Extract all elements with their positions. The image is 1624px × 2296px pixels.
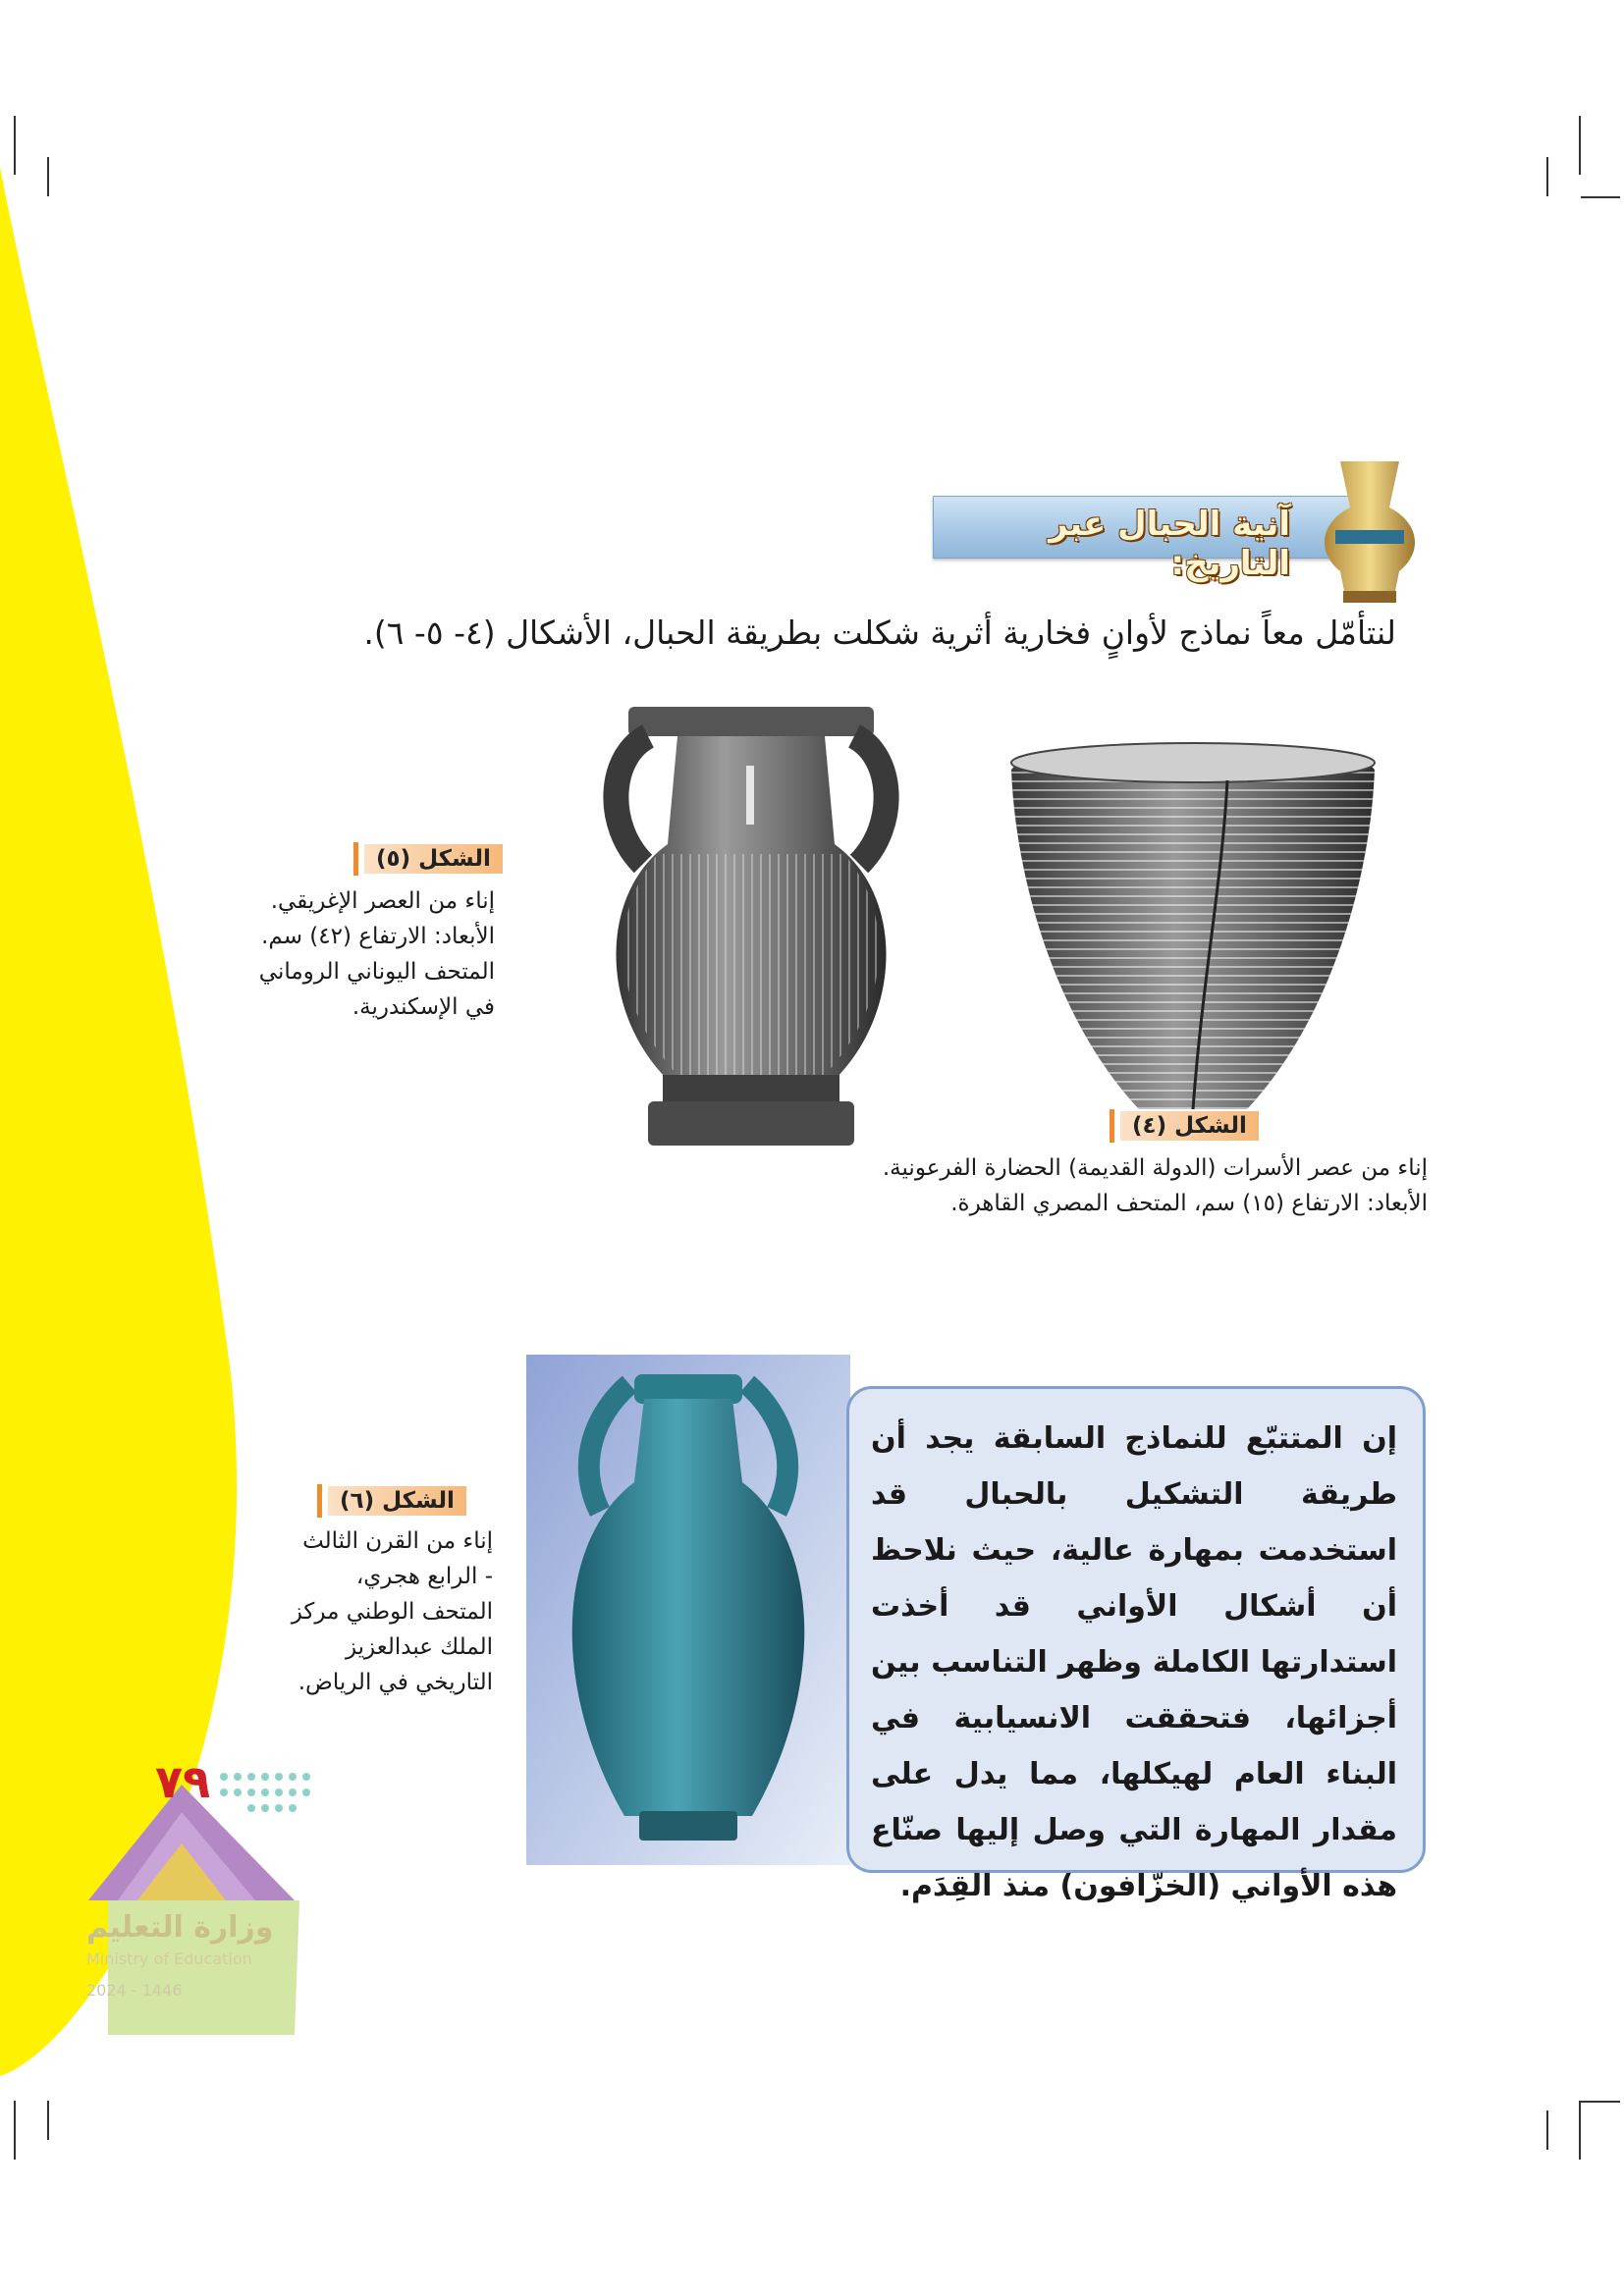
figure-5-label-text: الشكل (٥): [364, 844, 503, 874]
edition-year: 2024 - 1446: [86, 1981, 183, 2000]
figure-5-greek-vessel-image: [589, 697, 913, 1158]
summary-paragraph: إن المتتبّع للنماذج السابقة يجد أن طريقة التشكيل بالحبال قد استخدمت بمهارة عالية، حيث نلاحظ أن أشكال الأواني قد أخذت استدارتها الكاملة وظهر التناسب بين أجزائها، فتحققت الانسيابية في البناء العام لهيكلها، مما يدل على مقدار المهارة التي وصل إليها صنّاع هذه الأواني (الخزّافون) منذ القِدَم.: [871, 1421, 1397, 1903]
caption-line: إناء من العصر الإغريقي.: [270, 888, 495, 914]
figure-4-caption: [740, 1150, 1428, 1221]
figure-6-blue-jar-image: [526, 1355, 850, 1865]
caption-line: الأبعاد: الارتفاع (٤٢) سم.: [261, 924, 495, 949]
figure-5-caption: [181, 883, 495, 1025]
figure-6-label-text: الشكل (٦): [328, 1486, 466, 1516]
figure-5-label: [353, 842, 503, 876]
crop-mark: [1581, 196, 1620, 198]
figure-6-caption: [238, 1523, 493, 1700]
crop-mark: [1581, 2101, 1620, 2103]
figure-4-label: [1110, 1109, 1259, 1143]
caption-line: التاريخي في الرياض.: [298, 1670, 493, 1695]
dots-pattern-icon: [216, 1767, 324, 1826]
page-number: ٧٩: [155, 1755, 211, 1808]
crop-mark: [1579, 2101, 1581, 2160]
caption-line: إناء من عصر الأسرات (الدولة القديمة) الحضارة الفرعونية.: [882, 1155, 1428, 1181]
figure-4-coil-vessel-image: [1001, 731, 1384, 1119]
summary-info-box: [846, 1386, 1426, 1903]
crop-mark: [1579, 116, 1581, 175]
caption-line: - الرابع هجري،: [355, 1564, 493, 1589]
caption-line: المتحف اليوناني الروماني: [258, 959, 495, 985]
ministry-name: وزارة التعليم: [86, 1910, 274, 1945]
intro-paragraph: لنتأمّل معاً نماذج لأوانٍ فخارية أثرية شكلت بطريقة الحبال، الأشكال (٤- ٥- ٦).: [363, 614, 1396, 652]
figure-4-label-text: الشكل (٤): [1120, 1111, 1259, 1141]
crop-mark: [1546, 157, 1548, 196]
figure-6-label: [317, 1484, 466, 1518]
mosque-lamp-image: [1306, 454, 1429, 611]
section-heading: آنية الحبال عبر التاريخ:: [1049, 505, 1290, 583]
caption-line: في الإسكندرية.: [352, 994, 495, 1020]
caption-line: الملك عبدالعزيز: [345, 1634, 493, 1660]
ministry-name-english: Ministry of Education: [86, 1949, 252, 1968]
label-accent-bar: [317, 1484, 322, 1518]
label-accent-bar: [1110, 1109, 1114, 1143]
caption-line: المتحف الوطني مركز: [291, 1599, 493, 1625]
caption-line: إناء من القرن الثالث: [302, 1528, 493, 1554]
caption-line: الأبعاد: الارتفاع (١٥) سم، المتحف المصري القاهرة.: [950, 1191, 1428, 1216]
label-accent-bar: [353, 842, 358, 876]
crop-mark: [1546, 2110, 1548, 2150]
